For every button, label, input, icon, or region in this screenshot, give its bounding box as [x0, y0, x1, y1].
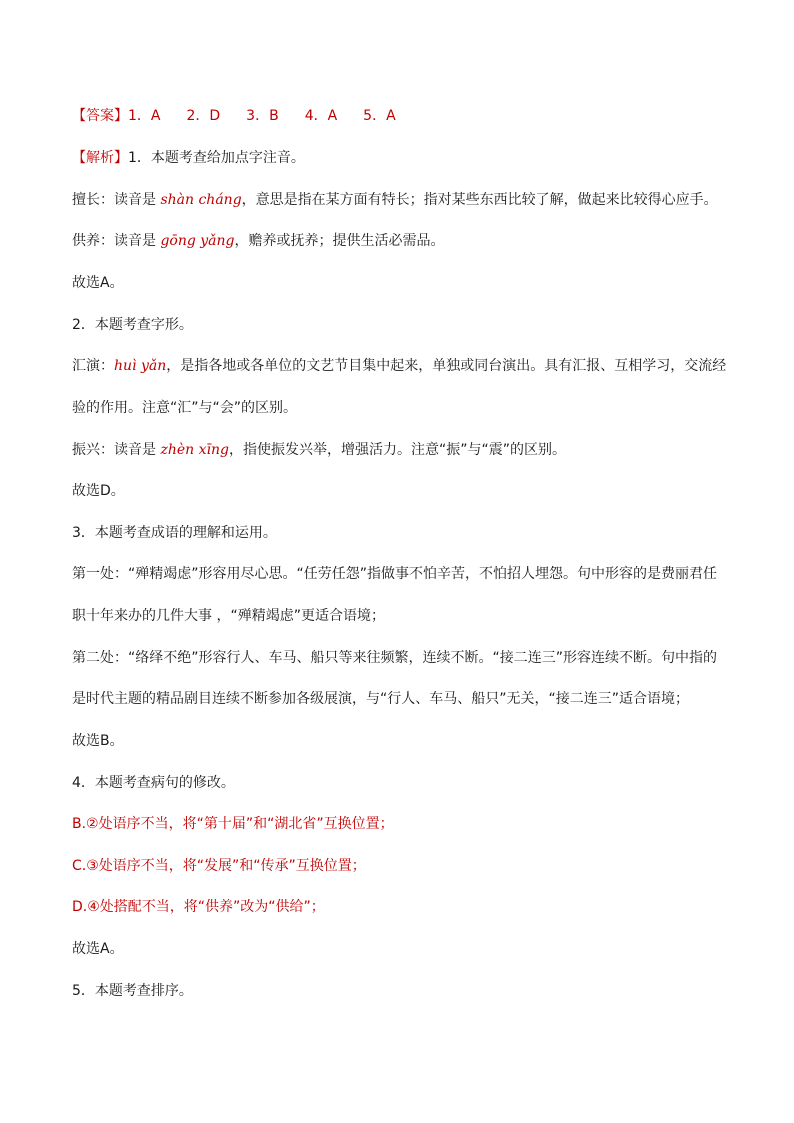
q5-title: 5．本题考查排序。 — [72, 983, 193, 999]
huiyan-line — [72, 356, 732, 376]
analysis-heading — [72, 148, 732, 168]
q3-conclusion: 故选B。 — [72, 733, 124, 749]
q1-title: 1．本题考查给加点字注音。 — [128, 150, 305, 166]
zhenxing-line — [72, 440, 732, 460]
shanchang-word: 擅长：读音是 — [72, 192, 161, 208]
gongyang-word: 供养：读音是 — [72, 233, 161, 249]
gongyang-text: ，赡养或抚养；提供生活必需品。 — [234, 233, 445, 249]
answer-item-2: 2．D — [186, 108, 221, 124]
shanchang-text: ，意思是指在某方面有特长；指对某些东西比较了解，做起来比较得心应手。 — [241, 192, 718, 208]
q2-conclusion: 故选D。 — [72, 483, 125, 499]
huiyan-word: 汇演： — [72, 358, 114, 374]
answer-tag: 【答案】 — [72, 108, 128, 124]
q3-p1-line-1: 第一处：“殚精竭虑”形容用尽心思。“任劳任怨”指做事不怕辛苦，不怕招人埋怨。句中形容的是费丽君任 — [72, 566, 718, 582]
q1-conclusion: 故选A。 — [72, 275, 124, 291]
gongyang-pinyin: gōng yǎng — [160, 233, 235, 249]
analysis-tag: 【解析】 — [72, 150, 128, 166]
q3-title: 3．本题考查成语的理解和运用。 — [72, 525, 277, 541]
answer-item-1: 1．A — [128, 108, 161, 124]
q3-p1-line-2: 职十年来办的几件大事 ，“殚精竭虑”更适合语境； — [72, 608, 385, 624]
zhenxing-word: 振兴：读音是 — [72, 442, 161, 458]
huiyan-text-1: ，是指各地或各单位的文艺节目集中起来，单独或同台演出。具有汇报、互相学习，交流经 — [166, 358, 727, 374]
q4-option-b: B.②处语序不当，将“第十届”和“湖北省”互换位置； — [72, 816, 394, 832]
huiyan-pinyin: huì yǎn — [114, 358, 167, 374]
q2-title: 2．本题考查字形。 — [72, 317, 193, 333]
answer-item-4: 4．A — [304, 108, 338, 124]
answer-item-5: 5．A — [363, 108, 396, 124]
q4-option-d: D.④处搭配不当，将“供养”改为“供给”； — [72, 899, 325, 915]
zhenxing-pinyin: zhèn xīng — [160, 442, 229, 458]
zhenxing-text: ，指使振发兴举，增强活力。注意“振”与“震”的区别。 — [228, 442, 566, 458]
shanchang-pinyin: shàn cháng — [160, 192, 242, 208]
q3-p2-line-2: 是时代主题的精品剧目连续不断参加各级展演，与“行人、车马、船只”无关，“接二连三”适合语境； — [72, 691, 690, 707]
q4-conclusion: 故选A。 — [72, 941, 124, 957]
q4-option-c: C.③处语序不当，将“发展”和“传承”互换位置； — [72, 858, 366, 874]
q3-p2-line-1: 第二处：“络绎不绝”形容行人、车马、船只等来往频繁，连续不断。“接二连三”形容连续不断。句中指的 — [72, 650, 718, 666]
answer-item-3: 3．B — [246, 108, 279, 124]
answer-line — [72, 106, 732, 126]
huiyan-line-2: 验的作用。注意“汇”与“会”的区别。 — [72, 400, 298, 416]
shanchang-line — [72, 190, 732, 210]
gongyang-line — [72, 231, 732, 251]
q4-title: 4．本题考查病句的修改。 — [72, 775, 235, 791]
